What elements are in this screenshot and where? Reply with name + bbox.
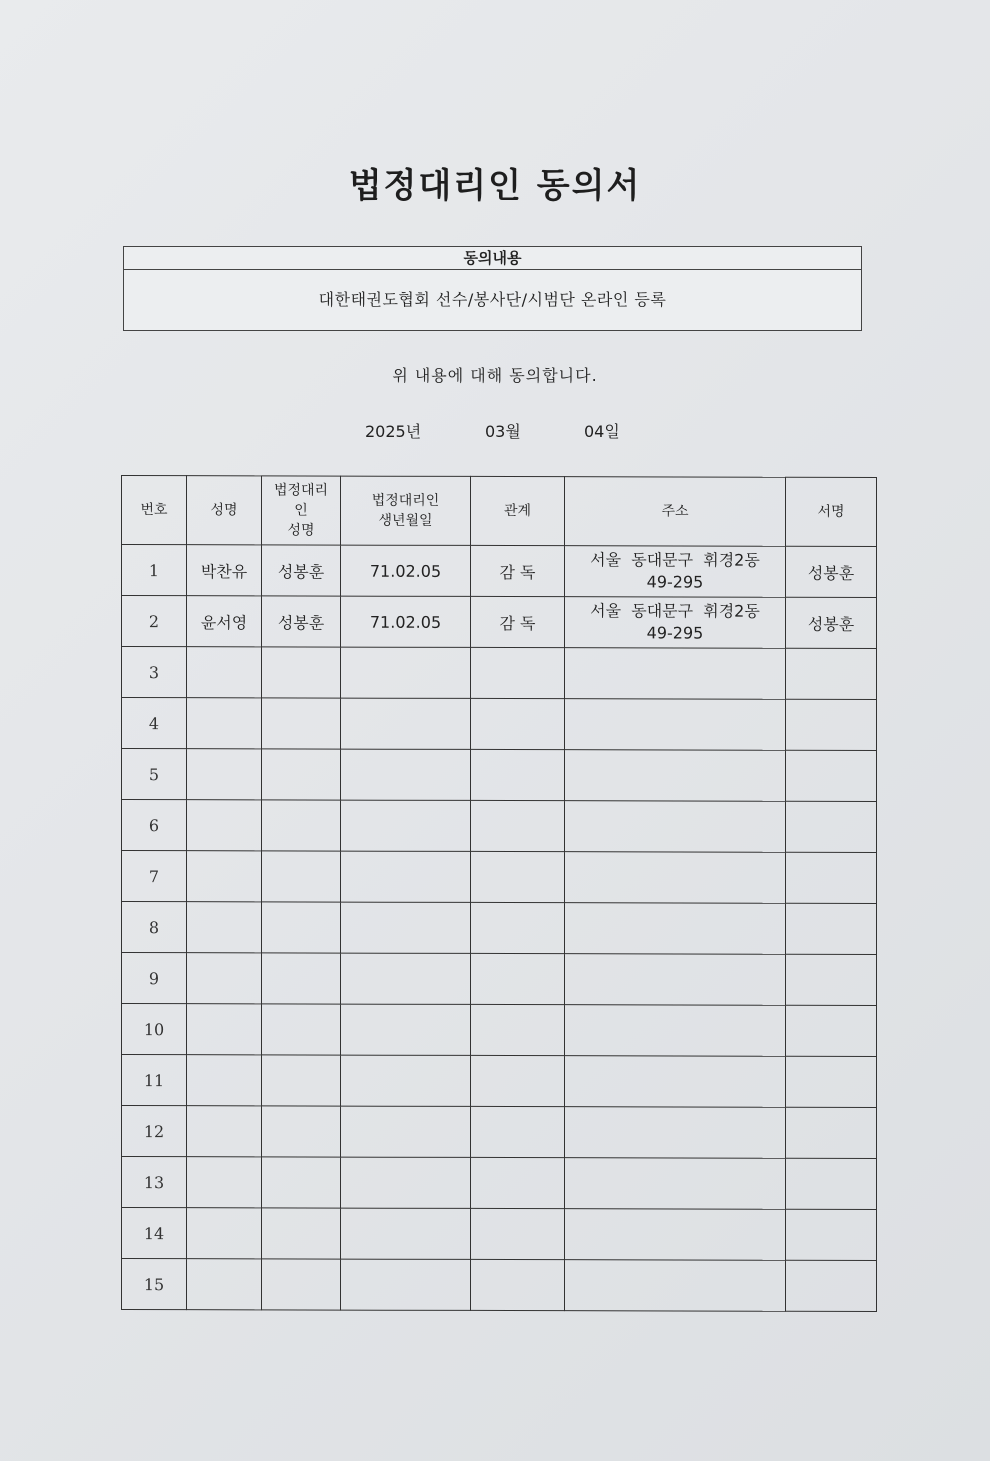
row-address-line2 — [565, 877, 785, 878]
header-address: 주소 — [565, 477, 786, 547]
row-address-line2 — [565, 1234, 785, 1235]
row-guardian-name — [262, 953, 341, 1004]
row-no: 6 — [122, 800, 187, 851]
table-row — [122, 647, 877, 700]
row-address-line1 — [565, 1285, 785, 1286]
row-name — [187, 800, 262, 851]
row-name — [187, 749, 262, 800]
row-signature — [786, 1260, 877, 1311]
row-relation — [471, 1106, 565, 1157]
row-name — [187, 1106, 262, 1157]
row-address-line2 — [565, 979, 785, 980]
date-year: 2025년 — [365, 422, 422, 441]
agree-statement: 위 내용에 대해 동의합니다. — [392, 366, 598, 385]
row-address-line2 — [565, 1183, 785, 1184]
consent-heading: 동의내용 — [124, 247, 861, 270]
row-address-line1 — [565, 1132, 785, 1133]
row-guardian-name — [262, 749, 341, 800]
row-address-line2: 49-295 — [646, 623, 704, 643]
row-no: 9 — [122, 953, 187, 1004]
table-header-row — [122, 476, 877, 547]
row-address — [565, 1107, 786, 1159]
table-row — [122, 851, 877, 904]
table-row — [122, 1259, 877, 1312]
date-day: 04일 — [584, 422, 620, 441]
row-signature — [786, 954, 877, 1005]
table-row — [122, 953, 877, 1006]
row-no: 15 — [122, 1259, 187, 1310]
row-address-line1 — [565, 1081, 785, 1082]
row-name — [187, 1055, 262, 1106]
row-address — [565, 954, 786, 1006]
row-address — [565, 597, 786, 649]
row-address — [565, 1056, 786, 1108]
row-address — [565, 1005, 786, 1057]
row-no: 3 — [122, 647, 187, 698]
row-address-line1 — [565, 826, 785, 827]
row-no: 11 — [122, 1055, 187, 1106]
row-address-line1 — [565, 928, 785, 929]
table-row — [122, 1004, 877, 1057]
row-no: 5 — [122, 749, 187, 800]
row-address-line1 — [565, 1183, 785, 1184]
row-address-line2 — [565, 673, 785, 674]
table-row — [122, 596, 877, 649]
row-signature — [786, 1056, 877, 1107]
row-guardian-birth — [341, 1259, 471, 1310]
table-row — [122, 1106, 877, 1159]
row-relation — [471, 698, 565, 749]
row-relation — [471, 953, 565, 1004]
row-name — [187, 953, 262, 1004]
row-guardian-birth — [341, 1106, 471, 1157]
row-guardian-birth — [341, 1157, 471, 1208]
row-guardian-birth: 71.02.05 — [341, 596, 471, 647]
row-address-line2 — [565, 1285, 785, 1286]
row-signature — [786, 648, 877, 699]
row-relation: 감 독 — [471, 596, 565, 647]
table-row — [122, 698, 877, 751]
row-name — [187, 851, 262, 902]
row-guardian-birth — [341, 851, 471, 902]
header-relation: 관계 — [471, 476, 565, 545]
row-name — [187, 1259, 262, 1310]
header-guardian-line1: 법정대리 — [273, 482, 329, 499]
row-address-line1 — [565, 877, 785, 878]
row-no: 2 — [122, 596, 187, 647]
row-name — [187, 698, 262, 749]
row-address-line1 — [565, 673, 785, 674]
row-guardian-name — [262, 1259, 341, 1310]
row-guardian-name — [262, 1055, 341, 1106]
row-no: 12 — [122, 1106, 187, 1157]
row-signature: 성봉훈 — [786, 597, 877, 648]
row-relation — [471, 902, 565, 953]
document-title: 법정대리인 동의서 — [348, 166, 642, 206]
header-guardian-line2: 인 — [294, 502, 308, 519]
row-no: 13 — [122, 1157, 187, 1208]
row-guardian-name — [262, 1208, 341, 1259]
table-row — [122, 1157, 877, 1210]
row-no: 1 — [122, 545, 187, 596]
row-address — [565, 546, 786, 598]
row-address — [565, 699, 786, 751]
row-relation — [471, 800, 565, 851]
table-row — [122, 749, 877, 802]
row-address — [565, 1209, 786, 1261]
row-guardian-birth — [341, 1004, 471, 1055]
table-row — [122, 1208, 877, 1261]
row-signature: 성봉훈 — [786, 546, 877, 597]
row-relation — [471, 749, 565, 800]
row-address-line1 — [565, 775, 785, 776]
header-no: 번호 — [122, 476, 187, 545]
row-address-line1 — [565, 724, 785, 725]
row-address-line1 — [565, 1030, 785, 1031]
header-birth-line2: 생년월일 — [378, 512, 433, 529]
row-relation — [471, 1004, 565, 1055]
date-month: 03월 — [485, 422, 521, 441]
row-no: 8 — [122, 902, 187, 953]
row-guardian-name — [262, 1157, 341, 1208]
row-guardian-name — [262, 851, 341, 902]
row-address-line1 — [565, 979, 785, 980]
row-signature — [786, 1005, 877, 1056]
row-guardian-birth — [341, 647, 471, 698]
row-signature — [786, 1158, 877, 1209]
header-name: 성명 — [187, 476, 262, 545]
row-address — [565, 801, 786, 853]
row-relation — [471, 851, 565, 902]
row-guardian-birth — [341, 1208, 471, 1259]
row-address-line2: 49-295 — [646, 572, 704, 592]
header-guardian-line3: 성명 — [287, 522, 315, 539]
table-row — [122, 545, 877, 598]
row-guardian-birth — [341, 749, 471, 800]
row-address-line2 — [565, 775, 785, 776]
table-row — [122, 800, 877, 853]
row-address-line1: 서울 동대문구 휘경2동 — [590, 550, 760, 570]
row-guardian-birth — [341, 698, 471, 749]
row-address-line2 — [565, 1030, 785, 1031]
row-signature — [786, 1209, 877, 1260]
row-name — [187, 902, 262, 953]
row-signature — [786, 801, 877, 852]
row-address-line2 — [565, 1081, 785, 1082]
row-address-line1 — [565, 1234, 785, 1235]
row-name — [187, 1004, 262, 1055]
row-address-line2 — [565, 928, 785, 929]
row-guardian-birth: 71.02.05 — [341, 545, 471, 596]
row-address-line2 — [565, 724, 785, 725]
row-guardian-name — [262, 647, 341, 698]
row-signature — [786, 1107, 877, 1158]
row-guardian-name — [262, 698, 341, 749]
table-row — [122, 1055, 877, 1108]
row-address-line2 — [565, 1132, 785, 1133]
row-no: 14 — [122, 1208, 187, 1259]
row-no: 10 — [122, 1004, 187, 1055]
row-guardian-birth — [341, 1055, 471, 1106]
row-no: 4 — [122, 698, 187, 749]
row-relation — [471, 647, 565, 698]
row-address — [565, 750, 786, 802]
row-name — [187, 647, 262, 698]
row-signature — [786, 852, 877, 903]
row-signature — [786, 750, 877, 801]
guardian-table — [121, 475, 877, 1312]
row-address — [565, 903, 786, 955]
row-guardian-name — [262, 902, 341, 953]
header-signature: 서명 — [786, 477, 877, 546]
row-signature — [786, 699, 877, 750]
row-address — [565, 1158, 786, 1210]
row-relation — [471, 1259, 565, 1310]
row-guardian-birth — [341, 953, 471, 1004]
row-name: 박찬유 — [187, 545, 262, 596]
row-guardian-name — [262, 1004, 341, 1055]
row-guardian-name — [262, 1106, 341, 1157]
row-name — [187, 1208, 262, 1259]
row-guardian-name: 성봉훈 — [262, 545, 341, 596]
row-guardian-name: 성봉훈 — [262, 596, 341, 647]
row-guardian-name — [262, 800, 341, 851]
header-birth-line1: 법정대리인 — [371, 492, 440, 509]
consent-content: 대한태권도협회 선수/봉사단/시범단 온라인 등록 — [318, 290, 667, 309]
header-guardian-birth — [341, 476, 471, 545]
row-address — [565, 852, 786, 904]
row-relation — [471, 1208, 565, 1259]
table-row — [122, 902, 877, 955]
row-relation: 감 독 — [471, 545, 565, 596]
row-address-line2 — [565, 826, 785, 827]
row-no: 7 — [122, 851, 187, 902]
row-address — [565, 1260, 786, 1312]
row-address — [565, 648, 786, 700]
header-guardian-name — [262, 476, 341, 545]
row-signature — [786, 903, 877, 954]
row-relation — [471, 1157, 565, 1208]
row-relation — [471, 1055, 565, 1106]
row-name: 윤서영 — [187, 596, 262, 647]
row-guardian-birth — [341, 800, 471, 851]
consent-box — [123, 246, 862, 331]
row-name — [187, 1157, 262, 1208]
row-guardian-birth — [341, 902, 471, 953]
row-address-line1: 서울 동대문구 휘경2동 — [590, 601, 760, 621]
